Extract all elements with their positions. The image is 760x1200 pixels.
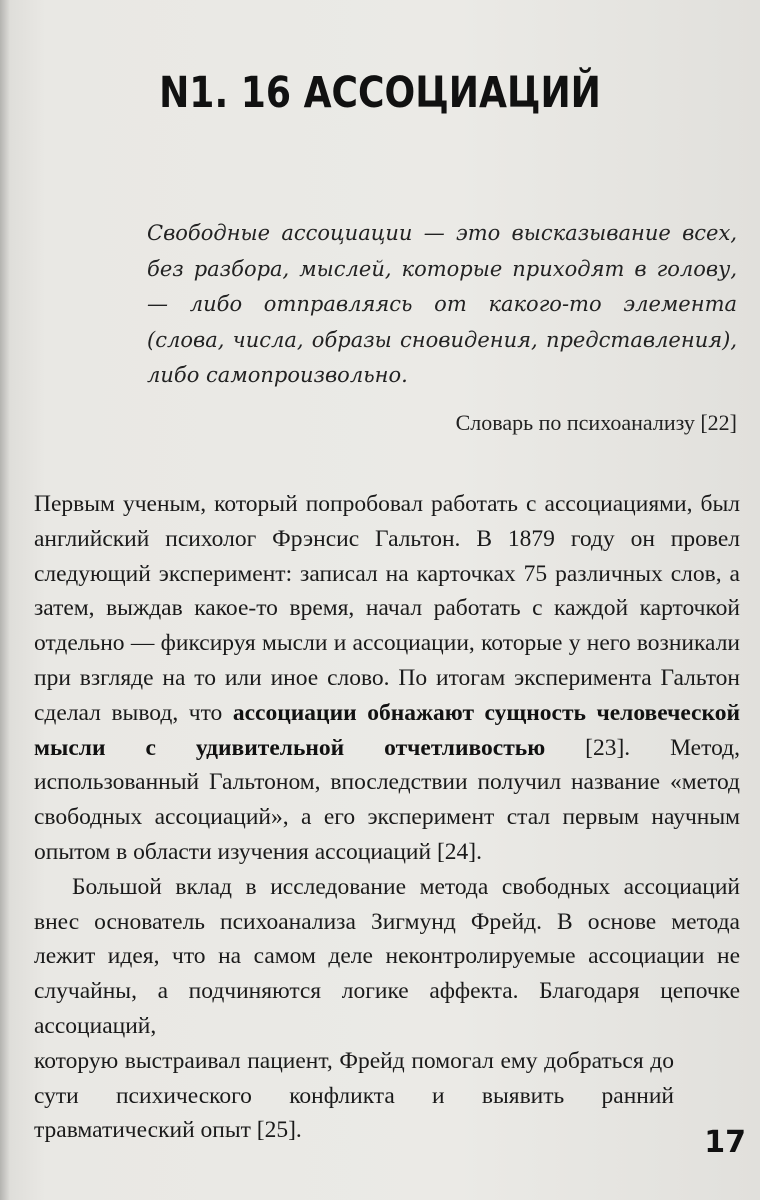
paragraph-2-main: Большой вклад в исследование метода свободных ассоциаций внес основатель психоанализа Зигмунд Фрейд. В основе метода лежит идея, что на самом деле неконтролируемые ассоциации не случайны, а подчиняются логике аффекта. Благодаря цепочке ассоциаций, [34, 873, 740, 1039]
epigraph-source: Словарь по психоанализу [22] [455, 409, 737, 435]
chapter-title: N1. 16 АССОЦИАЦИЙ [159, 68, 601, 118]
body-text [34, 487, 740, 1148]
epigraph-text: Свободные ассоциации — это высказывание всех, без разбора, мыслей, которые приходят в голову, — либо отправляясь от какого-то элемента (слова, числа, образы сновидения, представления), либо самопроизвольно. [147, 221, 737, 387]
paragraph-2 [34, 870, 740, 1044]
page-edge-shadow [0, 0, 10, 1200]
paragraph-1-end: [23]. Метод, использованный Гальтоном, впоследствии получил название «метод свободных ассоциаций», а его эксперимент стал первым научным опытом в области изучения ассоциаций [24]. [34, 734, 740, 865]
page-number: 17 [704, 1125, 746, 1160]
paragraph-1 [34, 487, 740, 870]
paragraph-1-start: Первым ученым, который попробовал работать с ассоциациями, был английский психолог Фрэнсис Гальтон. В 1879 году он провел следующий эксперимент: записал на карточках 75 различных слов, а затем, выждав какое-то время, начал работать с каждой карточкой отдельно — фиксируя мысли и ассоциации, которые у него возникали при взгляде на то или иное слово. По итогам эксперимента Гальтон сделал вывод, что [34, 491, 740, 726]
paragraph-1-bold: ассоциации обнажают сущность человеческой мысли с удивительной отчетливостью [34, 699, 740, 761]
epigraph [147, 216, 737, 436]
paragraph-2-tail: которую выстраивал пациент, Фрейд помогал ему добраться до сути психического конфликта и выявить ранний травматический опыт [25]. [34, 1047, 674, 1144]
